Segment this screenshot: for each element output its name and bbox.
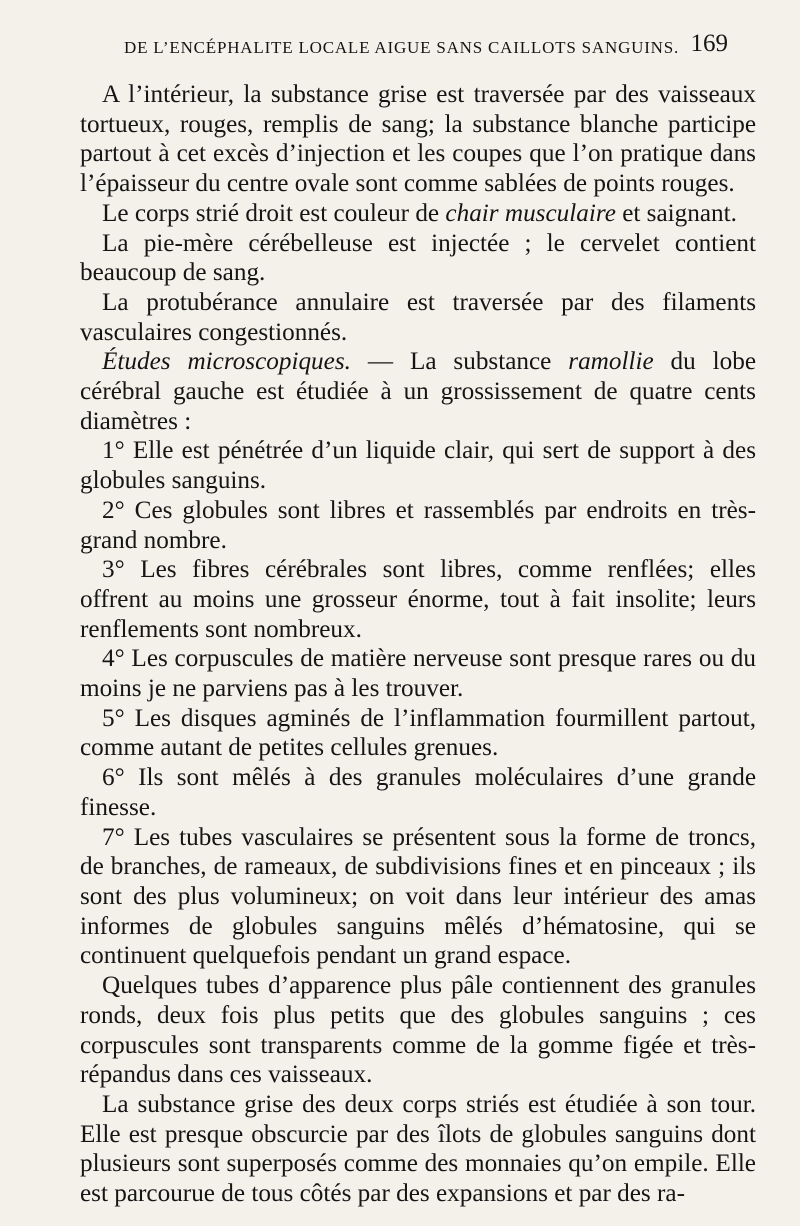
list-item-3: 3° Les fibres cérébrales sont libres, comme renflées; elles offrent au moins une grosseur énorme, tout à fait insolite; leurs renflements sont nombreux. [80, 556, 756, 643]
emphasis: chair musculaire [445, 199, 616, 227]
list-item-7: 7° Les tubes vasculaires se présentent sous la forme de troncs, de branches, de rameaux, de subdivisions fines et en pinceaux ; ils sont des plus volumineux; on voit dans leur intérieur des amas informes de globules sanguins mêlés d’hématosine, qui se continuent quelquefois pendant un grand espace. [80, 823, 756, 970]
list-item-6: 6° Ils sont mêlés à des granules moléculaires d’une grande finesse. [80, 764, 756, 821]
body-text [80, 80, 756, 1209]
paragraph-etudes: Études microscopiques. — La substance ramollie du lobe cérébral gauche est étudiée à un grossissement de quatre cents diamètres : [80, 348, 756, 435]
running-head [80, 28, 756, 80]
list-item-4: 4° Les corpuscules de matière nerveuse sont presque rares ou du moins je ne parviens pas à les trouver. [80, 645, 756, 703]
paragraph-tubes: Quelques tubes d’apparence plus pâle contiennent des granules ronds, deux fois plus petits que des globules sanguins ; ces corpuscules sont transparents comme de la gomme figée et très-répandus dans ces vaisseaux. [80, 972, 756, 1089]
paragraph-substance-grise: La substance grise des deux corps striés est étudiée à son tour. Elle est presque obscurcie par des îlots de globules sanguins dont plusieurs sont superposés comme des monnaies qu’on empile. Elle est parcourue de tous côtés par des expansions et par des ra- [80, 1090, 756, 1208]
emphasis: ramollie [568, 348, 654, 376]
list-item-5: 5° Les disques agminés de l’inflammation fourmillent partout, comme autant de petites cellules grenues. [80, 704, 756, 762]
paragraph-interior: A l’intérieur, la substance grise est traversée par des vaisseaux tortueux, rouges, remplis de sang; la substance blanche participe partout à cet excès d’injection et les coupes que l’on pratique dans l’épaisseur du centre ovale sont comme sablées de points rouges. [80, 81, 756, 198]
paragraph-protuberance: La protubérance annulaire est traversée par des filaments vasculaires congestionnés. [80, 288, 756, 346]
list-item-2: 2° Ces globules sont libres et rassemblés par endroits en très-grand nombre. [80, 496, 756, 554]
paragraph-pie-mere: La pie-mère cérébelleuse est injectée ; le cervelet contient beaucoup de sang. [80, 229, 756, 287]
paragraph-corps-strie: Le corps strié droit est couleur de chair musculaire et saignant. [102, 199, 737, 227]
section-heading: Études microscopiques. [102, 348, 351, 376]
running-title: DE L’ENCÉPHALITE LOCALE AIGUE SANS CAILLOTS SANGUINS. [124, 38, 680, 57]
page-number: 169 [690, 30, 728, 57]
list-item-1: 1° Elle est pénétrée d’un liquide clair, qui sert de support à des globules sanguins. [80, 437, 756, 495]
